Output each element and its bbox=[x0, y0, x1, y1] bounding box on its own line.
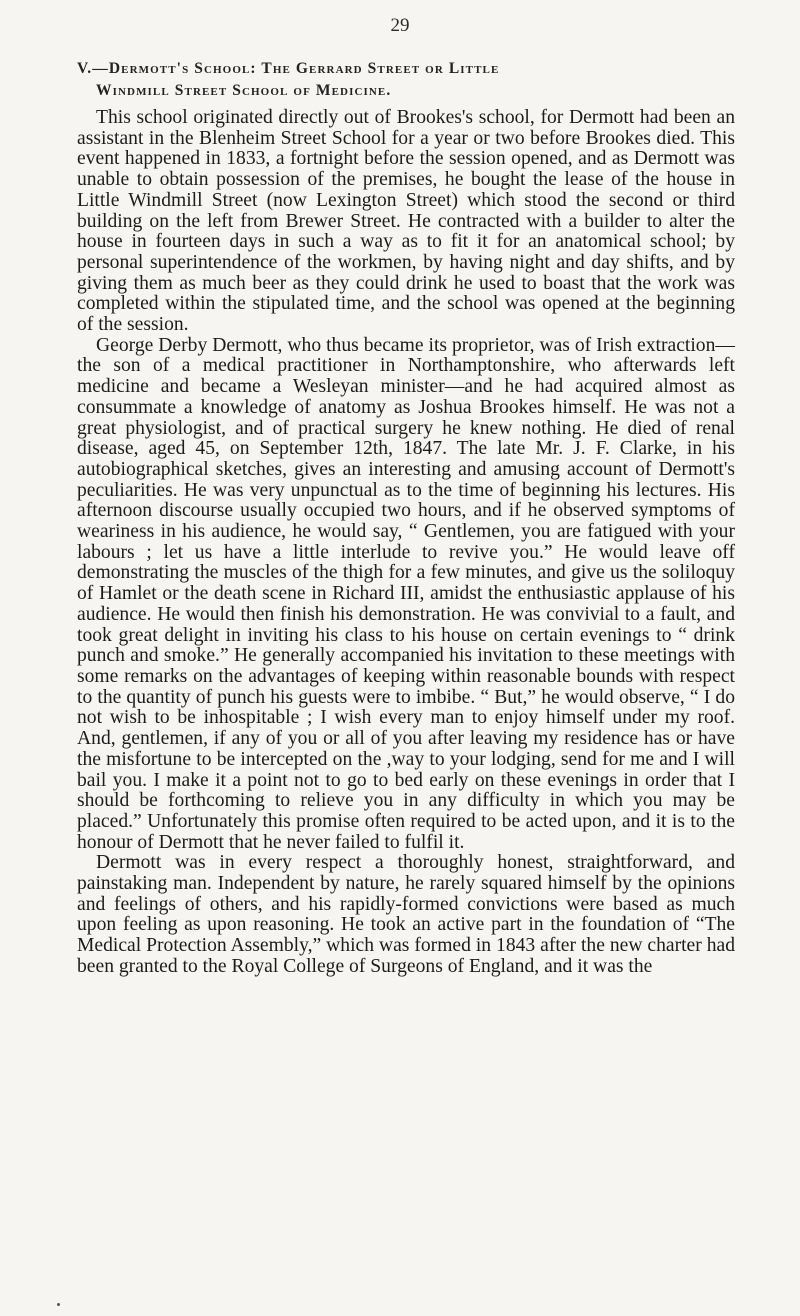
section-heading bbox=[77, 58, 735, 102]
page-speck bbox=[57, 1303, 60, 1306]
paragraph-dermott-biography: George Derby Dermott, who thus became its proprietor, was of Irish extraction—the son of a medical practitioner in Northamptonshire, who afterwards left medicine and became a Wesleyan minister—and he had acquired almost as consummate a knowledge of anatomy as Joshua Brookes himself. He was not a great physiologist, and of practical surgery he knew nothing. He died of renal disease, aged 45, on September 12th, 1847. The late Mr. J. F. Clarke, in his autobiographical sketches, gives an interesting and amusing account of Dermott's peculiarities. He was very unpunctual as to the time of beginning his lectures. His afternoon discourse usually occupied two hours, and if he observed symptoms of weariness in his audience, he would say, “ Gentlemen, you are fatigued with your labours ; let us have a little interlude to revive you.” He would leave off demonstrating the muscles of the thigh for a few minutes, and give us the soliloquy of Hamlet or the death scene in Richard III, amidst the enthusiastic applause of his audience. He would then finish his demonstration. He was convivial to a fault, and took great delight in inviting his class to his house on certain evenings to “ drink punch and smoke.” He generally accompanied his invitation to these meetings with some remarks on the advantages of keeping within reasonable bounds with respect to the quantity of punch his guests were to imbibe. “ But,” he would observe, “ I do not wish to be inhospitable ; I wish every man to enjoy himself under my roof. And, gentlemen, if any of you or all of you after leaving my residence has or have the misfortune to be intercepted on the ,way to your lodging, send for me and I will bail you. I make it a point not to go to bed early on these evenings in order that I should be forthcoming to relieve you in any difficulty in which you may be placed.” Unfortunately this promise often required to be acted upon, and it is to the honour of Dermott that he never failed to fulfil it. bbox=[77, 334, 735, 853]
paragraph-school-origin: This school originated directly out of Brookes's school, for Dermott had been an assistant in the Blenheim Street School for a year or two before Brookes died. This event happened in 1833, a fortnight before the session opened, and as Dermott was unable to obtain possession of the premises, he bought the lease of the house in Little Windmill Street (now Lexington Street) which stood the second or third building on the left from Brewer Street. He contracted with a builder to alter the house in fourteen days in such a way as to fit it for an anatomical school; by personal superintendence of the workmen, by having night and day shifts, and by giving them as much beer as they could drink he used to boast that the work was completed within the stipulated time, and the school was opened at the beginning of the session. bbox=[77, 107, 735, 336]
page-body bbox=[77, 58, 735, 978]
paragraph-dermott-character: Dermott was in every respect a thoroughly honest, straightforward, and painstaking man. Independent by nature, he rarely squared himself by the opinions and feelings of others, and his rapidly-formed convictions were based as much upon feeling as upon reasoning. He took an active part in the foundation of “The Medical Protection Assembly,” which was formed in 1843 after the new charter had been granted to the Royal College of Surgeons of England, and it was the bbox=[77, 852, 735, 977]
page-number: 29 bbox=[390, 15, 410, 36]
section-heading-line-2: Windmill Street School of Medicine. bbox=[96, 82, 392, 99]
section-heading-line-1: V.—Dermott's School: The Gerrard Street or Little bbox=[77, 60, 500, 77]
